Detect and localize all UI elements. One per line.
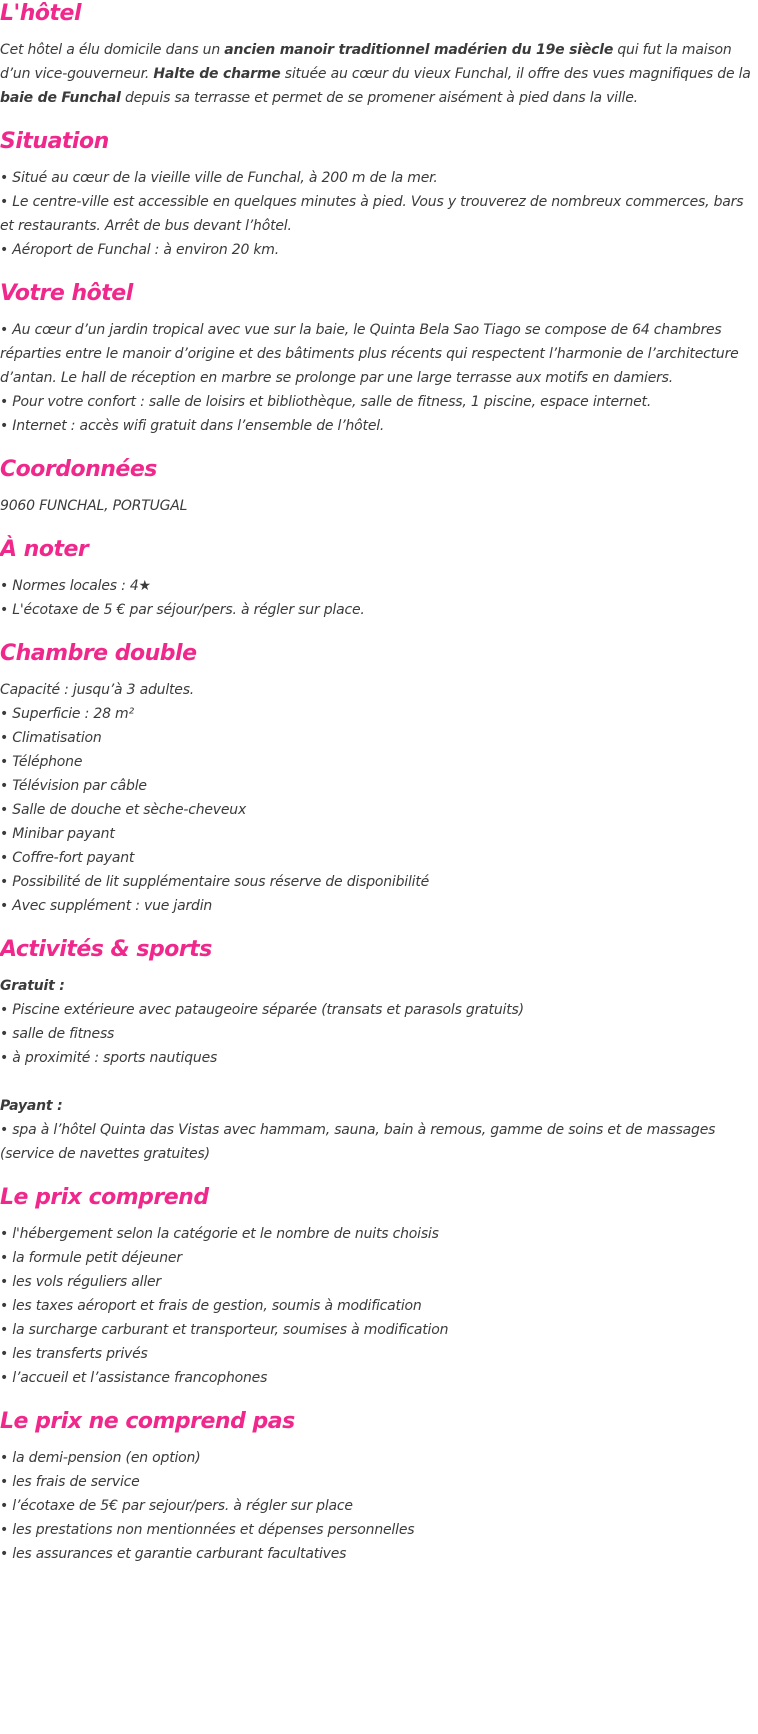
coordonnees-address [0, 494, 758, 518]
list-item: • à proximité : sports nautiques [0, 1050, 218, 1066]
section-title-activites: Activités & sports [0, 937, 212, 962]
list-item: • Minibar payant [0, 826, 115, 842]
list-item: • Téléphone [0, 754, 83, 770]
section-prix-ne-comprend [0, 1408, 758, 1566]
prix-comprend-list [0, 1222, 758, 1390]
section-situation [0, 128, 758, 262]
list-item: Capacité : jusqu’à 3 adultes. [0, 682, 195, 698]
list-item: • Salle de douche et sèche-cheveux [0, 802, 247, 818]
activites-list [0, 974, 758, 1166]
section-title-prix-comprend: Le prix comprend [0, 1185, 209, 1210]
list-item: • les assurances et garantie carburant facultatives [0, 1546, 347, 1562]
section-chambre-double [0, 640, 758, 918]
section-title-coordonnees: Coordonnées [0, 457, 157, 482]
list-item: • Superficie : 28 m² [0, 706, 134, 722]
hotel-intro-emphasis: Halte de charme [153, 66, 281, 82]
chambre-list [0, 678, 758, 918]
list-item: • la surcharge carburant et transporteur, soumises à modification [0, 1322, 449, 1338]
list-item: • Avec supplément : vue jardin [0, 898, 213, 914]
section-title-hotel: L'hôtel [0, 1, 82, 26]
section-title-votre-hotel: Votre hôtel [0, 281, 133, 306]
list-item: • Coffre-fort payant [0, 850, 135, 866]
hotel-intro-part: depuis sa terrasse et permet de se promener aisément à pied dans la ville. [120, 90, 638, 106]
list-item: • l’accueil et l’assistance francophones [0, 1370, 268, 1386]
hotel-intro [0, 38, 758, 110]
section-title-a-noter: À noter [0, 537, 89, 562]
gratuit-label: Gratuit : [0, 978, 65, 994]
list-item: • les prestations non mentionnées et dépenses personnelles [0, 1522, 415, 1538]
hotel-intro-emphasis: ancien manoir traditionnel madérien du 19e siècle [224, 42, 614, 58]
list-item: • la formule petit déjeuner [0, 1250, 182, 1266]
list-item: • salle de fitness [0, 1026, 115, 1042]
hotel-intro-emphasis: baie de Funchal [0, 90, 121, 106]
list-item: • Aéroport de Funchal : à environ 20 km. [0, 242, 280, 258]
list-item: • Possibilité de lit supplémentaire sous réserve de disponibilité [0, 874, 430, 890]
a-noter-list [0, 574, 758, 622]
list-item: • Au cœur d’un jardin tropical avec vue sur la baie, le Quinta Bela Sao Tiago se compose de 64 chambres réparties entre le manoir d’origine et des bâtiments plus récents qui respectent l’harmonie de l’architecture d’antan. Le hall de réception en marbre se prolonge par une large terrasse aux motifs en damiers. [0, 322, 739, 386]
list-item: • Le centre-ville est accessible en quelques minutes à pied. Vous y trouverez de nombreux commerces, bars et restaurants. Arrêt de bus devant l’hôtel. [0, 194, 744, 234]
list-item: • les taxes aéroport et frais de gestion, soumis à modification [0, 1298, 422, 1314]
hotel-intro-part: Cet hôtel a élu domicile dans un [0, 42, 225, 58]
section-title-chambre-double: Chambre double [0, 641, 197, 666]
list-item: • Télévision par câble [0, 778, 147, 794]
list-item: • les transferts privés [0, 1346, 148, 1362]
section-votre-hotel [0, 280, 758, 438]
list-item: • Situé au cœur de la vieille ville de Funchal, à 200 m de la mer. [0, 170, 438, 186]
list-item: • L'écotaxe de 5 € par séjour/pers. à régler sur place. [0, 602, 365, 618]
spacer [0, 1070, 758, 1094]
list-item: • les vols réguliers aller [0, 1274, 161, 1290]
section-title-prix-ne-comprend: Le prix ne comprend pas [0, 1409, 295, 1434]
list-item: • l’écotaxe de 5€ par sejour/pers. à régler sur place [0, 1498, 353, 1514]
section-title-situation: Situation [0, 129, 109, 154]
address-line: 9060 FUNCHAL, PORTUGAL [0, 498, 188, 514]
list-item: • Piscine extérieure avec pataugeoire séparée (transats et parasols gratuits) [0, 1002, 524, 1018]
section-coordonnees [0, 456, 758, 518]
list-item: • les frais de service [0, 1474, 140, 1490]
list-item: • Climatisation [0, 730, 102, 746]
list-item: • Normes locales : 4★ [0, 578, 151, 594]
hotel-intro-part: située au cœur du vieux Funchal, il offre des vues magnifiques de la [280, 66, 751, 82]
list-item: • la demi-pension (en option) [0, 1450, 201, 1466]
prix-ne-comprend-list [0, 1446, 758, 1566]
list-item: • Internet : accès wifi gratuit dans l’ensemble de l’hôtel. [0, 418, 385, 434]
list-item: • spa à l’hôtel Quinta das Vistas avec hammam, sauna, bain à remous, gamme de soins et de massages (service de navettes gratuites) [0, 1122, 716, 1162]
votre-hotel-list [0, 318, 758, 438]
section-hotel [0, 0, 758, 110]
list-item: • Pour votre confort : salle de loisirs et bibliothèque, salle de fitness, 1 piscine, espace internet. [0, 394, 652, 410]
section-prix-comprend [0, 1184, 758, 1390]
payant-label: Payant : [0, 1098, 63, 1114]
list-item: • l'hébergement selon la catégorie et le nombre de nuits choisis [0, 1226, 439, 1242]
section-a-noter [0, 536, 758, 622]
section-activites [0, 936, 758, 1166]
situation-list [0, 166, 758, 262]
hotel-intro-part: qui fut la maison d’un vice-gouverneur. [0, 42, 732, 82]
